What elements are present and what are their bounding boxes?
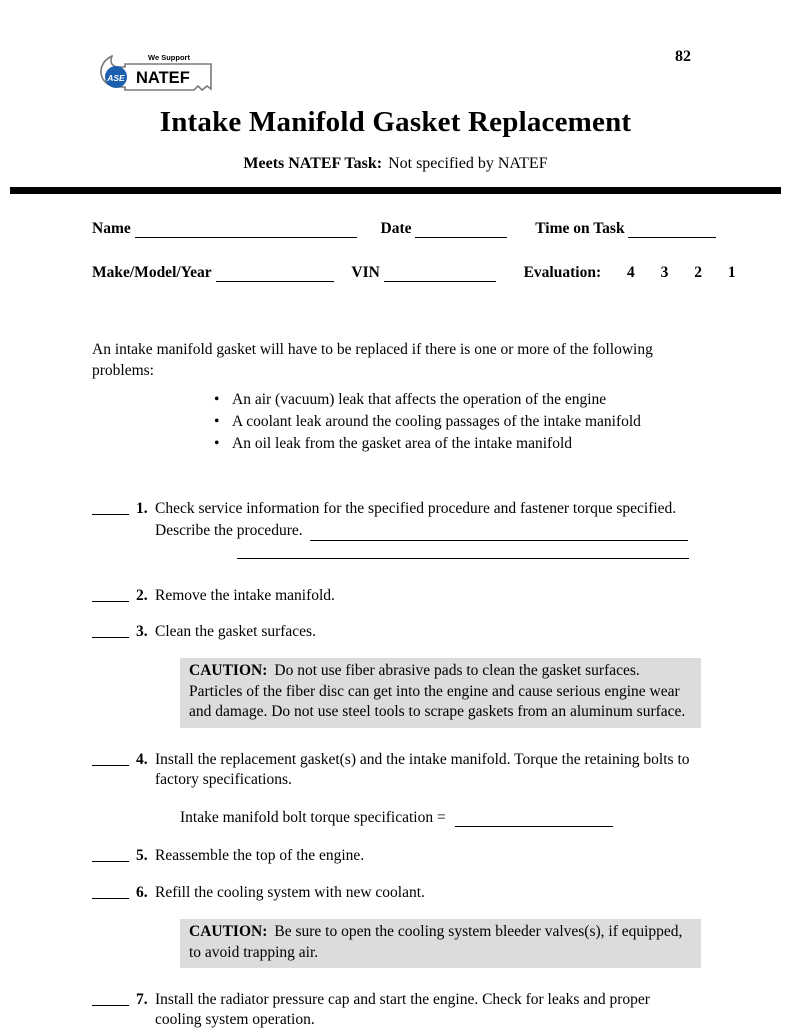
torque-spec-blank (455, 812, 613, 827)
form-row-name (92, 220, 696, 238)
step-7-checkoff-blank (92, 1005, 129, 1006)
step-5-checkoff-blank (92, 861, 129, 862)
torque-spec-label: Intake manifold bolt torque specification = (180, 808, 446, 826)
step-2-text: Remove the intake manifold. (155, 586, 335, 604)
step-2-number: 2. (136, 586, 148, 604)
bullet-item-oil-leak (214, 433, 696, 455)
step-3 (92, 622, 696, 642)
caution-box-bleeder-valves (180, 919, 701, 968)
meets-natef-task-label: Meets NATEF Task: (243, 155, 383, 172)
vin-blank (384, 267, 496, 282)
evaluation-value-2: 2 (694, 264, 702, 281)
meets-natef-task-value: Not specified by NATEF (388, 155, 548, 172)
step-6-text: Refill the cooling system with new coolant. (155, 884, 425, 902)
step-7-text: Install the radiator pressure cap and start the engine. Check for leaks and proper cooling system operation. (155, 991, 650, 1029)
step-4-text: Install the replacement gasket(s) and the intake manifold. Torque the retaining bolts to factory specifications. (155, 750, 690, 788)
step-1-number: 1. (136, 499, 148, 517)
describe-procedure-blank (310, 526, 688, 541)
step-1-text: Check service information for the specified procedure and fastener torque specified. (155, 499, 677, 517)
torque-spec-line (180, 808, 696, 828)
bullet-icon: • (214, 390, 220, 408)
evaluation-label: Evaluation: (523, 264, 602, 281)
step-6-number: 6. (136, 884, 148, 902)
intro-paragraph: An intake manifold gasket will have to be replaced if there is one or more of the following problems: (92, 341, 653, 379)
step-5-number: 5. (136, 847, 148, 865)
date-label: Date (380, 220, 412, 237)
we-support-text: We Support (148, 53, 190, 62)
step-5-text: Reassemble the top of the engine. (155, 847, 365, 865)
step-1-checkoff-blank (92, 514, 129, 515)
step-2-checkoff-blank (92, 601, 129, 602)
bullet-icon: • (214, 434, 220, 452)
natef-logo-graphic (98, 42, 216, 98)
caution-text: Do not use fiber abrasive pads to clean the gasket surfaces. Particles of the fiber disc can get into the engine and cause serious engine wear and damage. Do not use steel tools to scrape gaskets from an aluminum surface. (189, 662, 686, 721)
step-4 (92, 750, 696, 827)
natef-text: NATEF (136, 69, 190, 87)
name-blank (135, 223, 357, 238)
step-5 (92, 846, 696, 866)
time-on-task-blank (628, 223, 716, 238)
date-blank (415, 223, 507, 238)
problem-bullet-list (92, 389, 696, 455)
make-model-year-blank (216, 267, 334, 282)
describe-procedure-label: Describe the procedure. (155, 521, 303, 539)
step-4-checkoff-blank (92, 765, 129, 766)
bullet-item-vacuum-leak (214, 389, 696, 411)
make-model-year-label: Make/Model/Year (92, 264, 212, 281)
bullet-item-coolant-leak (214, 411, 696, 433)
meets-natef-task (0, 155, 791, 173)
step-3-text: Clean the gasket surfaces. (155, 623, 316, 641)
step-7 (92, 990, 696, 1030)
caution-label: CAUTION: (189, 923, 268, 941)
time-on-task-label: Time on Task (535, 220, 625, 237)
step-6 (92, 883, 696, 903)
natef-logo (98, 42, 216, 98)
caution-box-gasket-surfaces (180, 658, 701, 728)
step-6-checkoff-blank (92, 898, 129, 899)
page-number: 82 (675, 48, 691, 65)
name-label: Name (92, 220, 131, 237)
form-row-vehicle (92, 264, 736, 282)
vin-label: VIN (351, 264, 380, 281)
caution-text: Be sure to open the cooling system bleeder valves(s), if equipped, to avoid trapping air. (189, 923, 683, 961)
bullet-icon: • (214, 412, 220, 430)
procedure-steps (92, 499, 696, 1030)
caution-label: CAUTION: (189, 662, 268, 680)
page-title: Intake Manifold Gasket Replacement (159, 106, 632, 138)
step-2 (92, 586, 696, 606)
step-1 (92, 499, 696, 559)
step-1-describe-line (155, 521, 696, 541)
step-3-number: 3. (136, 623, 148, 641)
step-3-checkoff-blank (92, 637, 129, 638)
evaluation-value-4: 4 (626, 264, 635, 281)
ase-text: ASE (107, 73, 125, 83)
divider-bar (10, 187, 781, 194)
evaluation-value-1: 1 (727, 264, 736, 281)
bullet-text: A coolant leak around the cooling passages of the intake manifold (232, 412, 641, 430)
worksheet-body (0, 220, 791, 1030)
page-header (0, 0, 791, 98)
evaluation-value-3: 3 (660, 264, 669, 281)
bullet-text: An air (vacuum) leak that affects the operation of the engine (232, 390, 607, 408)
step-7-number: 7. (136, 991, 148, 1009)
describe-procedure-blank-row (237, 558, 689, 559)
step-4-number: 4. (136, 750, 148, 768)
bullet-text: An oil leak from the gasket area of the intake manifold (232, 434, 573, 452)
